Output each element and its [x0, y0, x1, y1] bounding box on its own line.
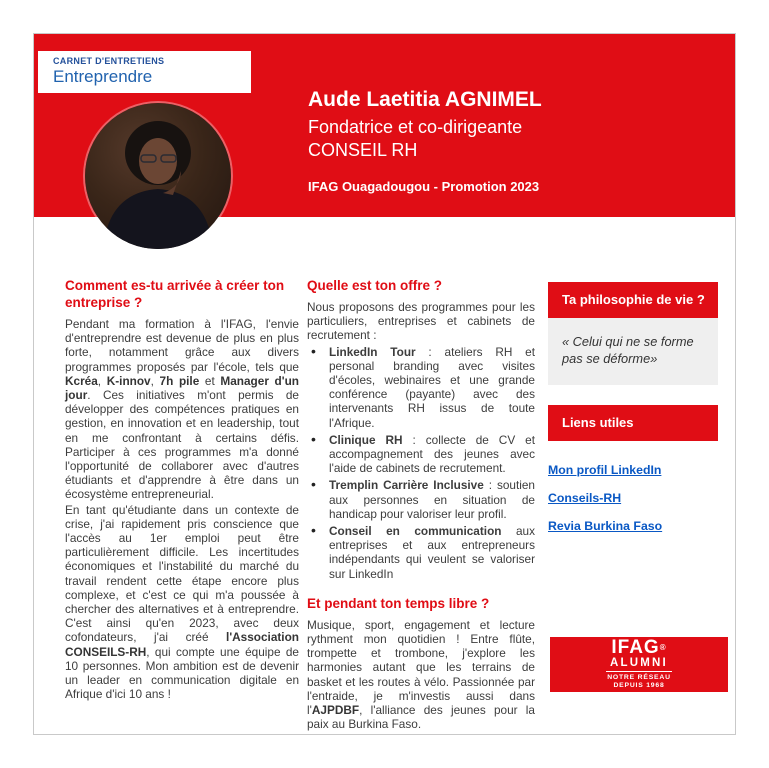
association-name: l'Association CONSEILS-RH — [65, 630, 299, 659]
series-label — [38, 51, 251, 93]
text-run: , qui compte une équipe de 10 personnes. Mon ambition est de devenir un leader en communication digitale en Afrique d'ici 10 ans ! — [65, 644, 299, 702]
offer-lead: Conseil en communication — [329, 524, 502, 539]
offer-item-tremplin — [307, 478, 535, 521]
question-heading-offre: Quelle est ton offre ? — [307, 278, 443, 293]
offer-rest: aux entreprises et aux entrepreneurs indépendants qui veulent se valoriser sur LinkedIn — [329, 524, 535, 581]
column-entreprise — [65, 277, 299, 702]
paragraph-temps-libre — [307, 618, 535, 732]
link-conseils-rh[interactable]: Conseils-RH — [548, 491, 622, 505]
program-7hpile: 7h pile — [159, 373, 200, 388]
offer-item-clinique-rh — [307, 433, 535, 476]
text-run: Musique, sport, engagement et lecture rythment mon quotidien ! Entre flûte, trompette et trombone, j'explore les harmonies autant que les terrains de basket et les routes à vélo. Passionnée par l'entraide, je m'investis aussi dans l' — [307, 617, 535, 718]
paragraph-formation — [65, 317, 299, 502]
program-manager: Manager d'un jour — [65, 373, 299, 403]
offer-lead: Tremplin Carrière Inclusive — [329, 478, 484, 493]
association-ajpdbf: AJPDBF — [311, 703, 360, 718]
series-category: Entreprendre — [53, 67, 153, 86]
offer-rest: : ateliers RH et personal branding avec visites d'écoles, webinaires et une grande conférence (payante) avec des intervenants RH issus de toute l'Afrique. — [329, 344, 535, 430]
philosophy-title: Ta philosophie de vie ? — [548, 282, 718, 318]
person-header — [308, 87, 542, 194]
link-revia-burkina-faso[interactable]: Revia Burkina Faso — [548, 519, 663, 533]
program-kinnov: K-innov — [106, 373, 151, 388]
logo-brand-text — [611, 639, 666, 657]
series-kicker: CARNET D'ENTRETIENS — [53, 56, 165, 66]
question-heading-temps-libre: Et pendant ton temps libre ? — [307, 595, 490, 611]
text-run: , l'alliance des jeunes pour la paix au Burkina Faso. — [307, 703, 535, 732]
portrait-photo — [85, 103, 231, 249]
text-run: , — [97, 373, 107, 388]
offer-item-linkedin-tour — [307, 345, 535, 430]
person-role-line1: Fondatrice et co-dirigeante — [308, 117, 523, 137]
paragraph-offre-intro: Nous proposons des programmes pour les particuliers, entreprises et cabinets de recrutement : — [307, 300, 535, 343]
portrait-silhouette — [85, 103, 231, 249]
offer-lead: Clinique RH — [329, 432, 403, 447]
program-kcrea: Kcréa — [65, 373, 98, 388]
logo-alumni-text: ALUMNI — [610, 657, 668, 669]
philosophy-quote-box — [548, 318, 718, 385]
offer-rest: : collecte de CV et accompagnement des jeunes avec l'aide de cabinets de recrutement. — [329, 432, 535, 476]
text-run: , — [150, 373, 160, 388]
paragraph-creation — [65, 503, 299, 702]
offer-item-conseil-communication — [307, 524, 535, 581]
sidebar — [548, 282, 718, 547]
logo-tagline-2: DEPUIS 1968 — [613, 682, 665, 689]
offer-list — [307, 345, 535, 581]
philosophy-quote: « Celui qui ne se forme pas se déforme» — [562, 334, 694, 366]
person-role-line2: CONSEIL RH — [308, 140, 418, 160]
text-run: et — [199, 373, 221, 388]
ifag-alumni-logo — [550, 637, 728, 692]
question-heading-entreprise: Comment es-tu arrivée à créer ton entreprise ? — [65, 278, 285, 310]
offer-lead: LinkedIn Tour — [329, 344, 416, 359]
text-run: En tant qu'étudiante dans un contexte de crise, j'ai rapidement pris conscience que l'accès au 1er emploi peut être particulièrement difficile. Les incertitudes économiques et l'instabilité du marché du travail rendent cette étape encore plus complexe, et c'est ce qui m'a poussée à chercher des alternatives et à entreprendre. C'est ainsi qu'en 2023, avec deux cofondateurs, j'ai créé — [65, 502, 299, 645]
logo-brand: IFAG — [611, 637, 660, 658]
text-run: . Ces initiatives m'ont permis de développer des compétences pratiques en gestion, en innovation et en leadership, tout en me confrontant à certains défis. Participer à ces programmes m'a donné l'opportunité de collaborer avec d'autres étudiants et d'apprendre à être dans un écosystème entrepreneurial. — [65, 388, 299, 502]
logo-tagline-1: NOTRE RÉSEAU — [607, 674, 671, 681]
person-promotion: IFAG Ouagadougou - Promotion 2023 — [308, 179, 540, 194]
text-run: Pendant ma formation à l'IFAG, l'envie d'entreprendre est devenue de plus en plus forte, notamment grâce aux divers programmes proposés par l'école, tels que — [65, 317, 299, 374]
useful-links-title: Liens utiles — [548, 405, 718, 441]
person-name: Aude Laetitia AGNIMEL — [308, 88, 542, 111]
registered-mark: ® — [659, 643, 667, 652]
link-linkedin-profile[interactable]: Mon profil LinkedIn — [548, 463, 662, 477]
interview-card — [33, 33, 736, 735]
useful-links — [548, 463, 718, 533]
offer-rest: : soutien aux personnes en situation de handicap pour valoriser leur profil. — [329, 478, 535, 521]
column-offre — [307, 277, 535, 732]
logo-divider — [606, 671, 672, 672]
